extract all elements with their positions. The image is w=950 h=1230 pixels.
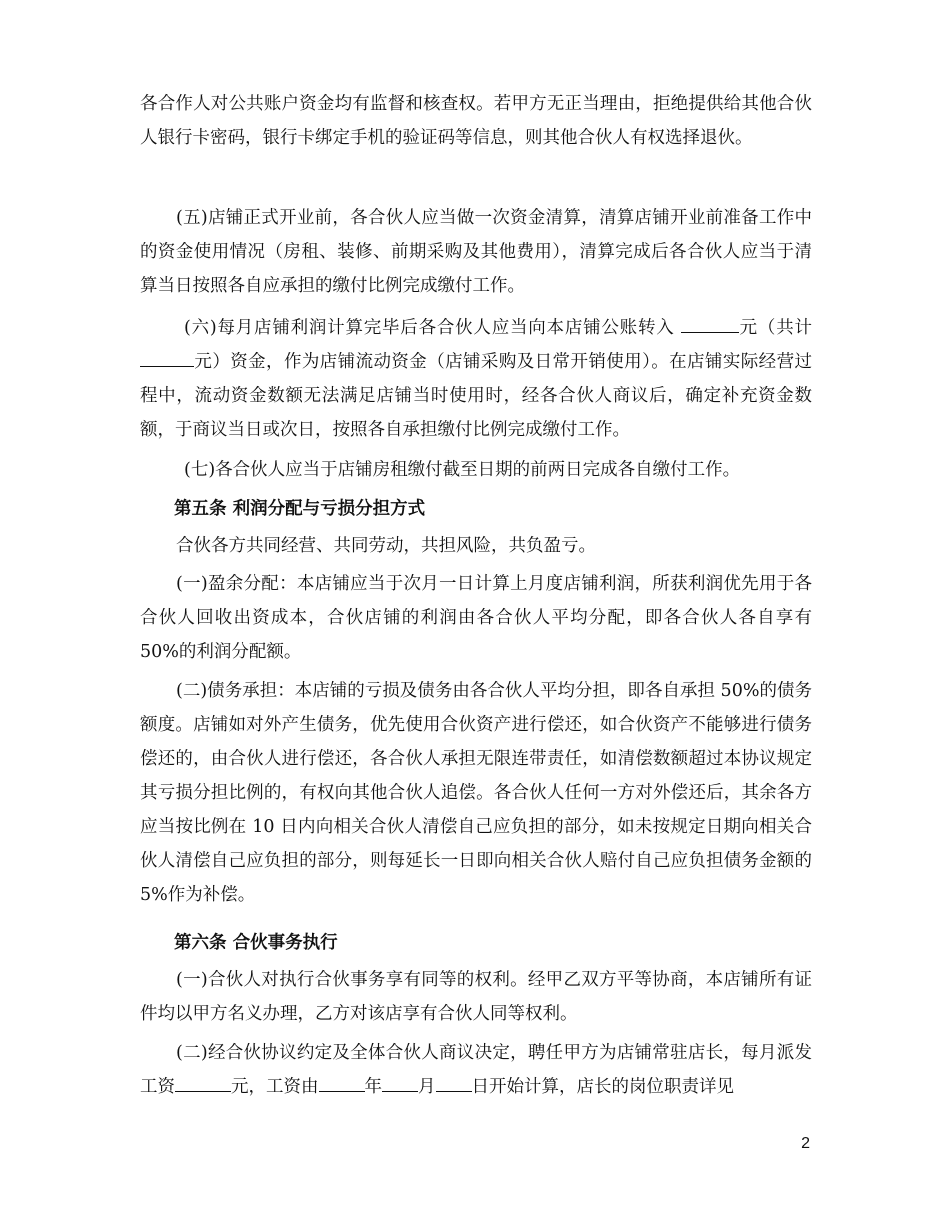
blank-day <box>436 1073 472 1092</box>
manager-text-1: (二)经合伙协议约定及全体合伙人商议决定，聘任甲方为店铺常驻店长，每月派发工资 <box>140 1043 812 1097</box>
paragraph-debt-bearing: (二)债务承担：本店铺的亏损及债务由各合伙人平均分担，即各自承担 50%的债务额度。店铺如对外产生债务，优先使用合伙资产进行偿还，如合伙资产不能够进行债务偿还的，由合伙人进行偿还，各合伙人承担无限连带责任，如清偿数额超过本协议规定其亏损分担比例的，有权向其他合伙人追偿。各合伙人任何一方对外偿还后，其余各方应当按比例在 10 日内向相关合伙人清偿自己应负担的部分，如未按规定日期向相关合伙人清偿自己应负担的部分，则每延长一日即向相关合伙人赔付自己应负担债务金额的 5%作为补偿。 <box>140 681 812 905</box>
clause-six-text-3: 元）资金，作为店铺流动资金（店铺采购及日常开销使用）。在店铺实际经营过程中，流动资金数额无法满足店铺当时使用时，经各合伙人商议后，确定补充资金数额，于商议当日或次日，按照各自承担缴付比例完成缴付工作。 <box>140 352 812 440</box>
section-heading-five: 第五条 利润分配与亏损分担方式 <box>174 499 426 519</box>
paragraph-clause-five: (五)店铺正式开业前，各合伙人应当做一次资金清算，清算店铺开业前准备工作中的资金使用情况（房租、装修、前期采购及其他费用），清算完成后各合伙人应当于清算当日按照各自应承担的缴付比例完成缴付工作。 <box>140 208 812 296</box>
paragraph-public-account: 各合作人对公共账户资金均有监督和核查权。若甲方无正当理由，拒绝提供给其他合伙人银行卡密码，银行卡绑定手机的验证码等信息，则其他合伙人有权选择退伙。 <box>140 94 812 148</box>
section-heading-six: 第六条 合伙事务执行 <box>174 933 338 953</box>
paragraph-equal-rights: (一)合伙人对执行合伙事务享有同等的权利。经甲乙双方平等协商，本店铺所有证件均以甲方名义办理，乙方对该店享有合伙人同等权利。 <box>140 970 812 1024</box>
manager-text-5: 日开始计算，店长的岗位职责详见 <box>471 1077 734 1097</box>
paragraph-clause-six <box>140 311 812 447</box>
blank-month <box>382 1073 418 1092</box>
paragraph-partnership-principle: 合伙各方共同经营、共同劳动，共担风险，共负盈亏。 <box>176 536 596 556</box>
manager-text-2: 元，工资由 <box>231 1077 319 1097</box>
paragraph-profit-distribution: (一)盈余分配：本店铺应当于次月一日计算上月度店铺利润，所获利润优先用于各合伙人回收出资成本，合伙店铺的利润由各合伙人平均分配，即各合伙人各自享有 50%的利润分配额。 <box>140 574 812 662</box>
blank-salary <box>175 1073 231 1092</box>
clause-six-text-2: 元（共计 <box>738 318 812 338</box>
paragraph-store-manager <box>140 1036 812 1104</box>
blank-monthly-amount <box>681 314 739 333</box>
clause-six-text-1: (六)每月店铺利润计算完毕后各合伙人应当向本店铺公账转入 <box>184 318 681 338</box>
blank-year <box>319 1073 365 1092</box>
manager-text-4: 月 <box>418 1077 436 1097</box>
blank-total-amount <box>140 348 194 367</box>
manager-text-3: 年 <box>364 1077 382 1097</box>
page-number: 2 <box>801 1135 810 1152</box>
paragraph-clause-seven: (七)各合伙人应当于店铺房租缴付截至日期的前两日完成各自缴付工作。 <box>184 460 741 480</box>
